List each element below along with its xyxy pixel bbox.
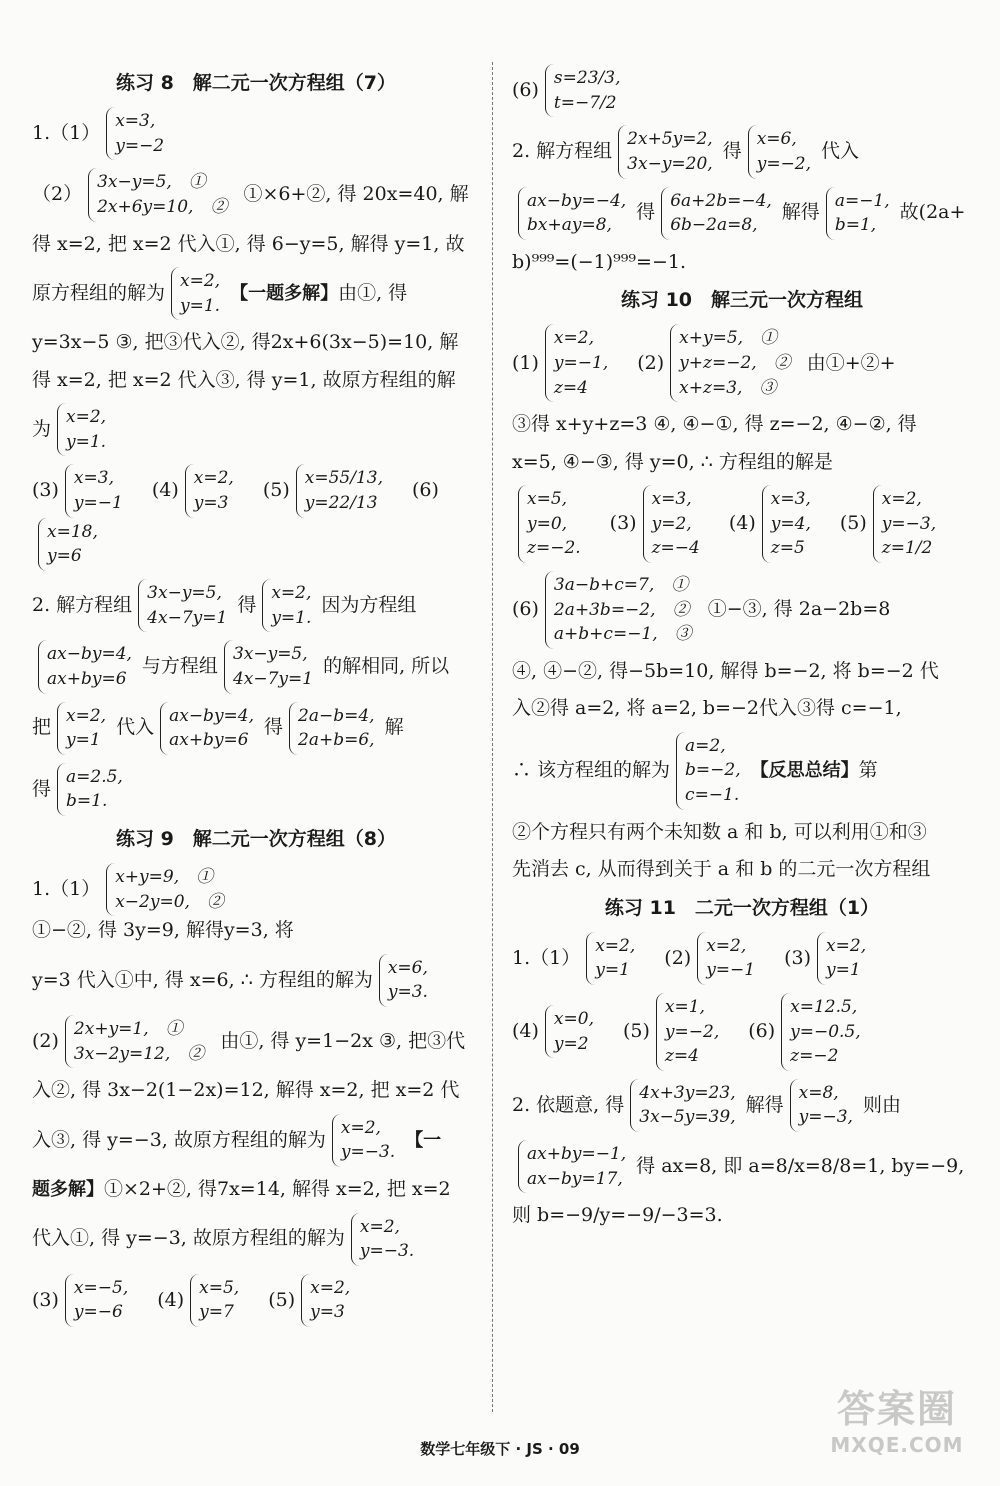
answer-text: (6) [512, 598, 539, 621]
answer-line [32, 1076, 480, 1105]
equation: y=1. [180, 295, 221, 316]
equation-system [106, 107, 168, 160]
answer-text: 为 [32, 418, 52, 441]
answer-line [512, 855, 972, 884]
equation: x=3, [73, 468, 114, 489]
equation: x=5, [527, 489, 568, 510]
equation-system [518, 485, 585, 563]
equation: z=−2. [527, 538, 581, 559]
equation: 3x−y=20, [627, 153, 713, 174]
equation-system [586, 932, 639, 985]
answer-line [32, 403, 480, 456]
answer-text: 解 [384, 716, 404, 739]
answer-text: ②个方程只有两个未知数 a 和 b, 可以利用①和③ [512, 820, 927, 843]
equation: t=−7/2 [553, 92, 617, 113]
answer-text: 与方程组 [141, 655, 218, 678]
answer-line [32, 763, 480, 816]
equation: ax−by=−4, [527, 190, 627, 211]
answer-text: ④, ④−②, 得−5b=10, 解得 b=−2, 将 b=−2 代 [512, 659, 939, 682]
equation-system [289, 702, 379, 755]
equation: y=−0.5, [790, 1021, 861, 1042]
equation: 2a+b=6, [298, 730, 375, 751]
answer-text: (2) [32, 1030, 59, 1053]
equation-system [545, 324, 612, 402]
equation: x+y=9, ① [115, 867, 214, 888]
answer-text: (4) [512, 1020, 539, 1043]
watermark-top: 答案圈 [836, 1387, 957, 1431]
equation: y=−2, [664, 1021, 720, 1042]
equation: y=2 [553, 1033, 589, 1054]
answer-line [32, 954, 480, 1007]
answer-text: (3) [32, 1288, 59, 1311]
equation: y=−3. [359, 1241, 415, 1262]
answer-line [512, 125, 972, 178]
equation: z=4 [553, 377, 588, 398]
answer-line [32, 1114, 480, 1167]
section-title: 练习 9 解二元一次方程组（8） [115, 828, 397, 851]
answer-text: 入②得 a=2, 将 a=2, b=−2代入③得 c=−1, [512, 697, 902, 720]
equation-system [65, 464, 127, 517]
equation: y=22/13 [304, 493, 378, 514]
equation: c=−1. [685, 785, 740, 806]
right-column [512, 60, 972, 1239]
answer-text: (3) [32, 479, 59, 502]
equation-system [138, 579, 231, 632]
answer-line [512, 248, 972, 277]
equation: y=−1, [553, 352, 609, 373]
answer-text: (4) [138, 1288, 185, 1311]
answer-line [512, 410, 972, 439]
answer-text: (2) [645, 946, 692, 969]
answer-text: 得 x=2, 把 x=2 代入①, 得 6−y=5, 解得 y=1, 故 [32, 232, 465, 255]
equation: 3x−2y=12, ② [73, 1043, 205, 1064]
equation: y=−3. [340, 1142, 396, 1163]
answer-text: 2. 依题意, 得 [512, 1093, 625, 1116]
answer-text: (1) [512, 351, 539, 374]
equation-system [224, 640, 317, 693]
equation: y=−6 [73, 1302, 123, 1323]
equation: y=−3, [798, 1107, 853, 1128]
equation: y=0, [527, 513, 568, 534]
answer-text: 2. 解方程组 [32, 593, 133, 616]
equation: a+b+c=−1, ③ [553, 624, 692, 645]
answer-line [512, 694, 972, 723]
equation: y=3 [193, 493, 229, 514]
answer-text: y=3x−5 ③, 把③代入②, 得2x+6(3x−5)=10, 解 [32, 331, 459, 354]
equation: 4x−7y=1 [147, 607, 228, 628]
equation: x=2, [271, 583, 312, 603]
equation-system [518, 1140, 630, 1193]
equation: x+y=5, ① [679, 328, 778, 349]
equation: 3a−b+c=7, ① [553, 575, 689, 595]
answer-line [512, 324, 972, 402]
answer-line [32, 579, 480, 632]
answer-text: 第 [858, 759, 878, 782]
answer-line [512, 818, 972, 847]
equation: y=−1 [73, 493, 123, 514]
answer-text: 得 [722, 140, 742, 163]
equation-system [545, 571, 696, 649]
equation: y=1 [66, 730, 101, 751]
answer-text: 1.（1） [32, 121, 101, 144]
answer-text: 入②, 得 3x−2(1−2x)=12, 解得 x=2, 把 x=2 代 [32, 1079, 460, 1102]
answer-line [512, 571, 972, 649]
answer-text: 得 ax=8, 即 a=8/x=8/8=1, by=−9, [636, 1155, 965, 1177]
answer-text: 的解相同, 所以 [323, 655, 450, 678]
answer-text: (5) [603, 1020, 650, 1043]
equation: z=4 [664, 1046, 699, 1067]
equation: y=2, [651, 513, 692, 534]
equation: x=2, [310, 1277, 351, 1298]
equation: y=1 [595, 960, 630, 981]
equation: 3x−5y=39, [639, 1107, 736, 1128]
answer-text: 原方程组的解为 [32, 281, 166, 304]
equation-system [65, 1015, 208, 1068]
answer-text: 1.（1） [32, 878, 101, 901]
equation: x=18, [47, 521, 98, 542]
equation-system [38, 640, 136, 693]
equation: 2a+3b=−2, ② [553, 599, 690, 620]
equation: 4x+3y=23, [639, 1082, 736, 1103]
equation: 6b−2a=8, [670, 215, 758, 236]
page-footer: 数学七年级下 · JS · 09 [420, 1440, 580, 1458]
equation-system [618, 125, 717, 178]
equation: ax+by=6 [47, 668, 127, 689]
answer-text: ∴ 该方程组的解为 [512, 759, 671, 782]
answer-text: (2) [618, 351, 665, 374]
watermark-logo [812, 1378, 982, 1468]
answer-text: ①−③, 得 2a−2b=8 [701, 598, 891, 621]
answer-text: 入③, 得 y=−3, 故原方程组的解为 [32, 1128, 326, 1151]
answer-line [512, 732, 972, 810]
equation-system [379, 954, 432, 1007]
equation: y=−3, [881, 513, 937, 534]
equation-system [670, 324, 795, 402]
answer-text: 得 [32, 777, 52, 800]
answer-text: 解得 [745, 1093, 784, 1116]
answer-text: 代入①, 得 y=−3, 故原方程组的解为 [32, 1227, 345, 1250]
equation-system [190, 1274, 243, 1327]
answer-text: 则 b=−9/y=−9/−3=3. [512, 1204, 723, 1227]
equation: x=6, [756, 129, 797, 150]
equation: 2x+y=1, ① [73, 1019, 183, 1040]
answer-line [32, 168, 480, 221]
equation: y=−2, [756, 153, 812, 174]
equation: a=2, [685, 735, 726, 756]
equation: x=6, [387, 957, 428, 978]
answer-text: 故(2a+ [899, 201, 966, 224]
equation: x=2, [826, 935, 867, 956]
equation: s=23/3, [553, 68, 621, 88]
highlight-tag: 【一题多解】 [230, 282, 339, 304]
answer-text: ③得 x+y+z=3 ④, ④−①, 得 z=−2, ④−②, 得 [512, 413, 917, 436]
answer-line [32, 863, 480, 946]
answer-line [512, 657, 972, 686]
equation-system [656, 993, 723, 1071]
equation: y=1. [271, 607, 312, 628]
equation-system [790, 1079, 857, 1132]
equation: y=7 [199, 1302, 234, 1323]
answer-text: ①−②, 得 3y=9, 解得y=3, 将 [32, 919, 294, 942]
left-column [32, 60, 480, 1335]
answer-line [512, 187, 972, 240]
equation-system [545, 64, 625, 117]
answer-line [32, 230, 480, 259]
equation: 3x−y=5, [147, 583, 222, 603]
equation-system [88, 168, 231, 221]
answer-line [32, 464, 480, 571]
equation: bx+ay=8, [527, 215, 612, 236]
section-title: 练习 10 解三元一次方程组 [620, 289, 864, 312]
equation-system [748, 125, 815, 178]
equation-system [643, 485, 704, 563]
answer-text: (6) [512, 78, 539, 101]
equation: x=1, [664, 996, 705, 1017]
equation-system [676, 732, 745, 810]
equation: x=−5, [73, 1277, 129, 1298]
answer-text: 得 x=2, 把 x=2 代入③, 得 y=1, 故原方程组的解 [32, 368, 456, 391]
answer-text: 代入 [821, 140, 860, 163]
equation: x=2, [180, 271, 221, 291]
equation: ax+by=6 [169, 730, 249, 751]
equation: a=2.5, [66, 766, 123, 787]
equation-system [781, 993, 865, 1071]
equation: x=2, [193, 468, 234, 489]
equation: y=1. [66, 431, 107, 452]
equation: x+z=3, ③ [679, 377, 777, 398]
answer-text: 由①, 得 y=1−2x ③, 把③代 [214, 1030, 466, 1053]
equation: x=2, [881, 489, 922, 510]
equation: y=6 [47, 546, 82, 567]
answer-text: 得 [237, 593, 257, 616]
section-title: 练习 11 二元一次方程组（1） [604, 896, 880, 919]
answer-line [32, 267, 480, 320]
equation-system [160, 702, 258, 755]
equation: y=−1 [706, 960, 756, 981]
equation-system [545, 1005, 598, 1058]
answer-line [512, 1140, 972, 1193]
equation-system [332, 1114, 399, 1167]
answer-line [512, 448, 972, 477]
answer-text: 得 [264, 716, 284, 739]
answer-line [32, 1213, 480, 1266]
equation-system [351, 1213, 418, 1266]
equation-system [518, 187, 630, 240]
answer-line [32, 702, 480, 755]
equation: x=2, [359, 1216, 400, 1237]
answer-text: 得 [636, 201, 656, 224]
equation: 2x+5y=2, [627, 129, 713, 150]
answer-line [32, 1274, 480, 1327]
equation: 2x+6y=10, ② [97, 196, 228, 217]
equation: x=2, [595, 935, 636, 956]
answer-line [512, 64, 972, 117]
equation-system [171, 267, 224, 320]
equation: ax−by=4, [169, 705, 255, 726]
answer-line [512, 1201, 972, 1230]
equation: y+z=−2, ② [679, 352, 791, 373]
equation: x=3, [770, 489, 811, 510]
column-divider [492, 62, 493, 1412]
answer-text: （2） [32, 183, 83, 206]
equation-system [661, 187, 776, 240]
equation-system [185, 464, 238, 517]
equation: y=3 [310, 1302, 345, 1323]
equation: x=3, [651, 489, 692, 510]
answer-line [512, 932, 972, 985]
equation: ax−by=4, [47, 644, 132, 665]
equation: b=1, [834, 215, 877, 236]
equation: 3x−y=5, [232, 644, 308, 665]
answer-text: 2. 解方程组 [512, 140, 613, 163]
answer-text: (5) [820, 512, 867, 535]
answer-line [32, 1175, 480, 1204]
answer-text: 由①+②+ [800, 351, 896, 374]
answer-text: (5) [243, 479, 290, 502]
answer-text: ①×2+②, 得7x=14, 解得 x=2, 把 x=2 [104, 1178, 451, 1201]
answer-text: b)⁹⁹⁹=(−1)⁹⁹⁹=−1. [512, 250, 686, 273]
equation: 6a+2b=−4, [670, 190, 772, 211]
equation: 2a−b=4, [298, 705, 375, 726]
answer-line [512, 993, 972, 1071]
equation: ax−by=17, [527, 1168, 623, 1189]
answer-text: x=5, ④−③, 得 y=0, ∴ 方程组的解是 [512, 450, 833, 473]
equation-system [630, 1079, 739, 1132]
equation: a=−1, [834, 190, 890, 211]
equation: 3x−y=5, ① [97, 172, 206, 193]
equation: x−2y=0, ② [115, 891, 224, 912]
answer-text: 因为方程组 [321, 593, 417, 616]
answer-text: 解得 [781, 201, 820, 224]
equation: b=−2, [685, 760, 741, 781]
answer-text: 先消去 c, 从而得到关于 a 和 b 的二元一次方程组 [512, 858, 931, 881]
equation: z=−2 [790, 1046, 839, 1067]
answer-line [32, 107, 480, 160]
answer-text: 由①, 得 [338, 281, 408, 304]
equation: x=2, [553, 328, 594, 349]
equation: x=2, [340, 1117, 381, 1138]
answer-text: 代入 [116, 716, 155, 739]
equation: y=−2 [115, 135, 165, 156]
equation: ax+by=−1, [527, 1144, 627, 1165]
equation: x=12.5, [790, 996, 858, 1017]
equation-system [697, 932, 759, 985]
answer-text: (5) [249, 1288, 296, 1311]
equation: z=−4 [651, 538, 700, 559]
equation: y=4, [770, 513, 811, 534]
answer-text: (3) [765, 946, 812, 969]
equation-system [762, 485, 815, 563]
answer-text: (6) [392, 479, 439, 502]
equation: x=8, [798, 1082, 839, 1103]
equation: x=2, [706, 935, 747, 956]
equation: y=3. [387, 982, 428, 1003]
highlight-tag: 【一 [405, 1129, 442, 1151]
equation: y=1 [826, 960, 861, 981]
answer-text: (3) [590, 512, 637, 535]
answer-text: (4) [132, 479, 179, 502]
watermark-bottom: MXQE.COM [830, 1433, 964, 1457]
answer-line [512, 485, 972, 563]
equation-system [65, 1274, 132, 1327]
answer-line [32, 328, 480, 357]
equation: z=5 [770, 538, 805, 559]
answer-text: y=3 代入①中, 得 x=6, ∴ 方程组的解为 [32, 968, 373, 991]
answer-text: (4) [709, 512, 756, 535]
equation: 4x−7y=1 [232, 668, 314, 689]
answer-text: 则由 [862, 1093, 901, 1116]
equation-system [57, 403, 110, 456]
equation: b=1. [66, 791, 108, 812]
equation-system [296, 464, 387, 517]
equation-system [38, 518, 102, 571]
equation-system [301, 1274, 354, 1327]
answer-line [512, 1079, 972, 1132]
equation: z=1/2 [881, 538, 933, 559]
answer-text: 1.（1） [512, 946, 581, 969]
equation-system [57, 763, 127, 816]
answer-line [32, 366, 480, 395]
equation: x=5, [199, 1277, 240, 1298]
equation-system [262, 579, 315, 632]
equation-system [106, 863, 228, 916]
answer-text: 把 [32, 716, 52, 739]
answer-line [32, 1015, 480, 1068]
equation: x=3, [115, 111, 156, 131]
equation-system [873, 485, 940, 563]
equation: x=55/13, [304, 468, 383, 489]
answer-text: ①×6+②, 得 20x=40, 解 [237, 183, 469, 206]
equation-system [817, 932, 870, 985]
highlight-tag: 【反思总结】 [750, 759, 859, 781]
equation: x=2, [66, 407, 107, 428]
equation: x=2, [66, 705, 107, 726]
answer-text: (6) [729, 1020, 776, 1043]
equation-system [57, 702, 110, 755]
section-title: 练习 8 解二元一次方程组（7） [115, 72, 397, 94]
equation: x=0, [553, 1009, 594, 1030]
equation-system [826, 187, 894, 240]
answer-line [32, 640, 480, 693]
highlight-tag: 题多解】 [32, 1178, 104, 1200]
